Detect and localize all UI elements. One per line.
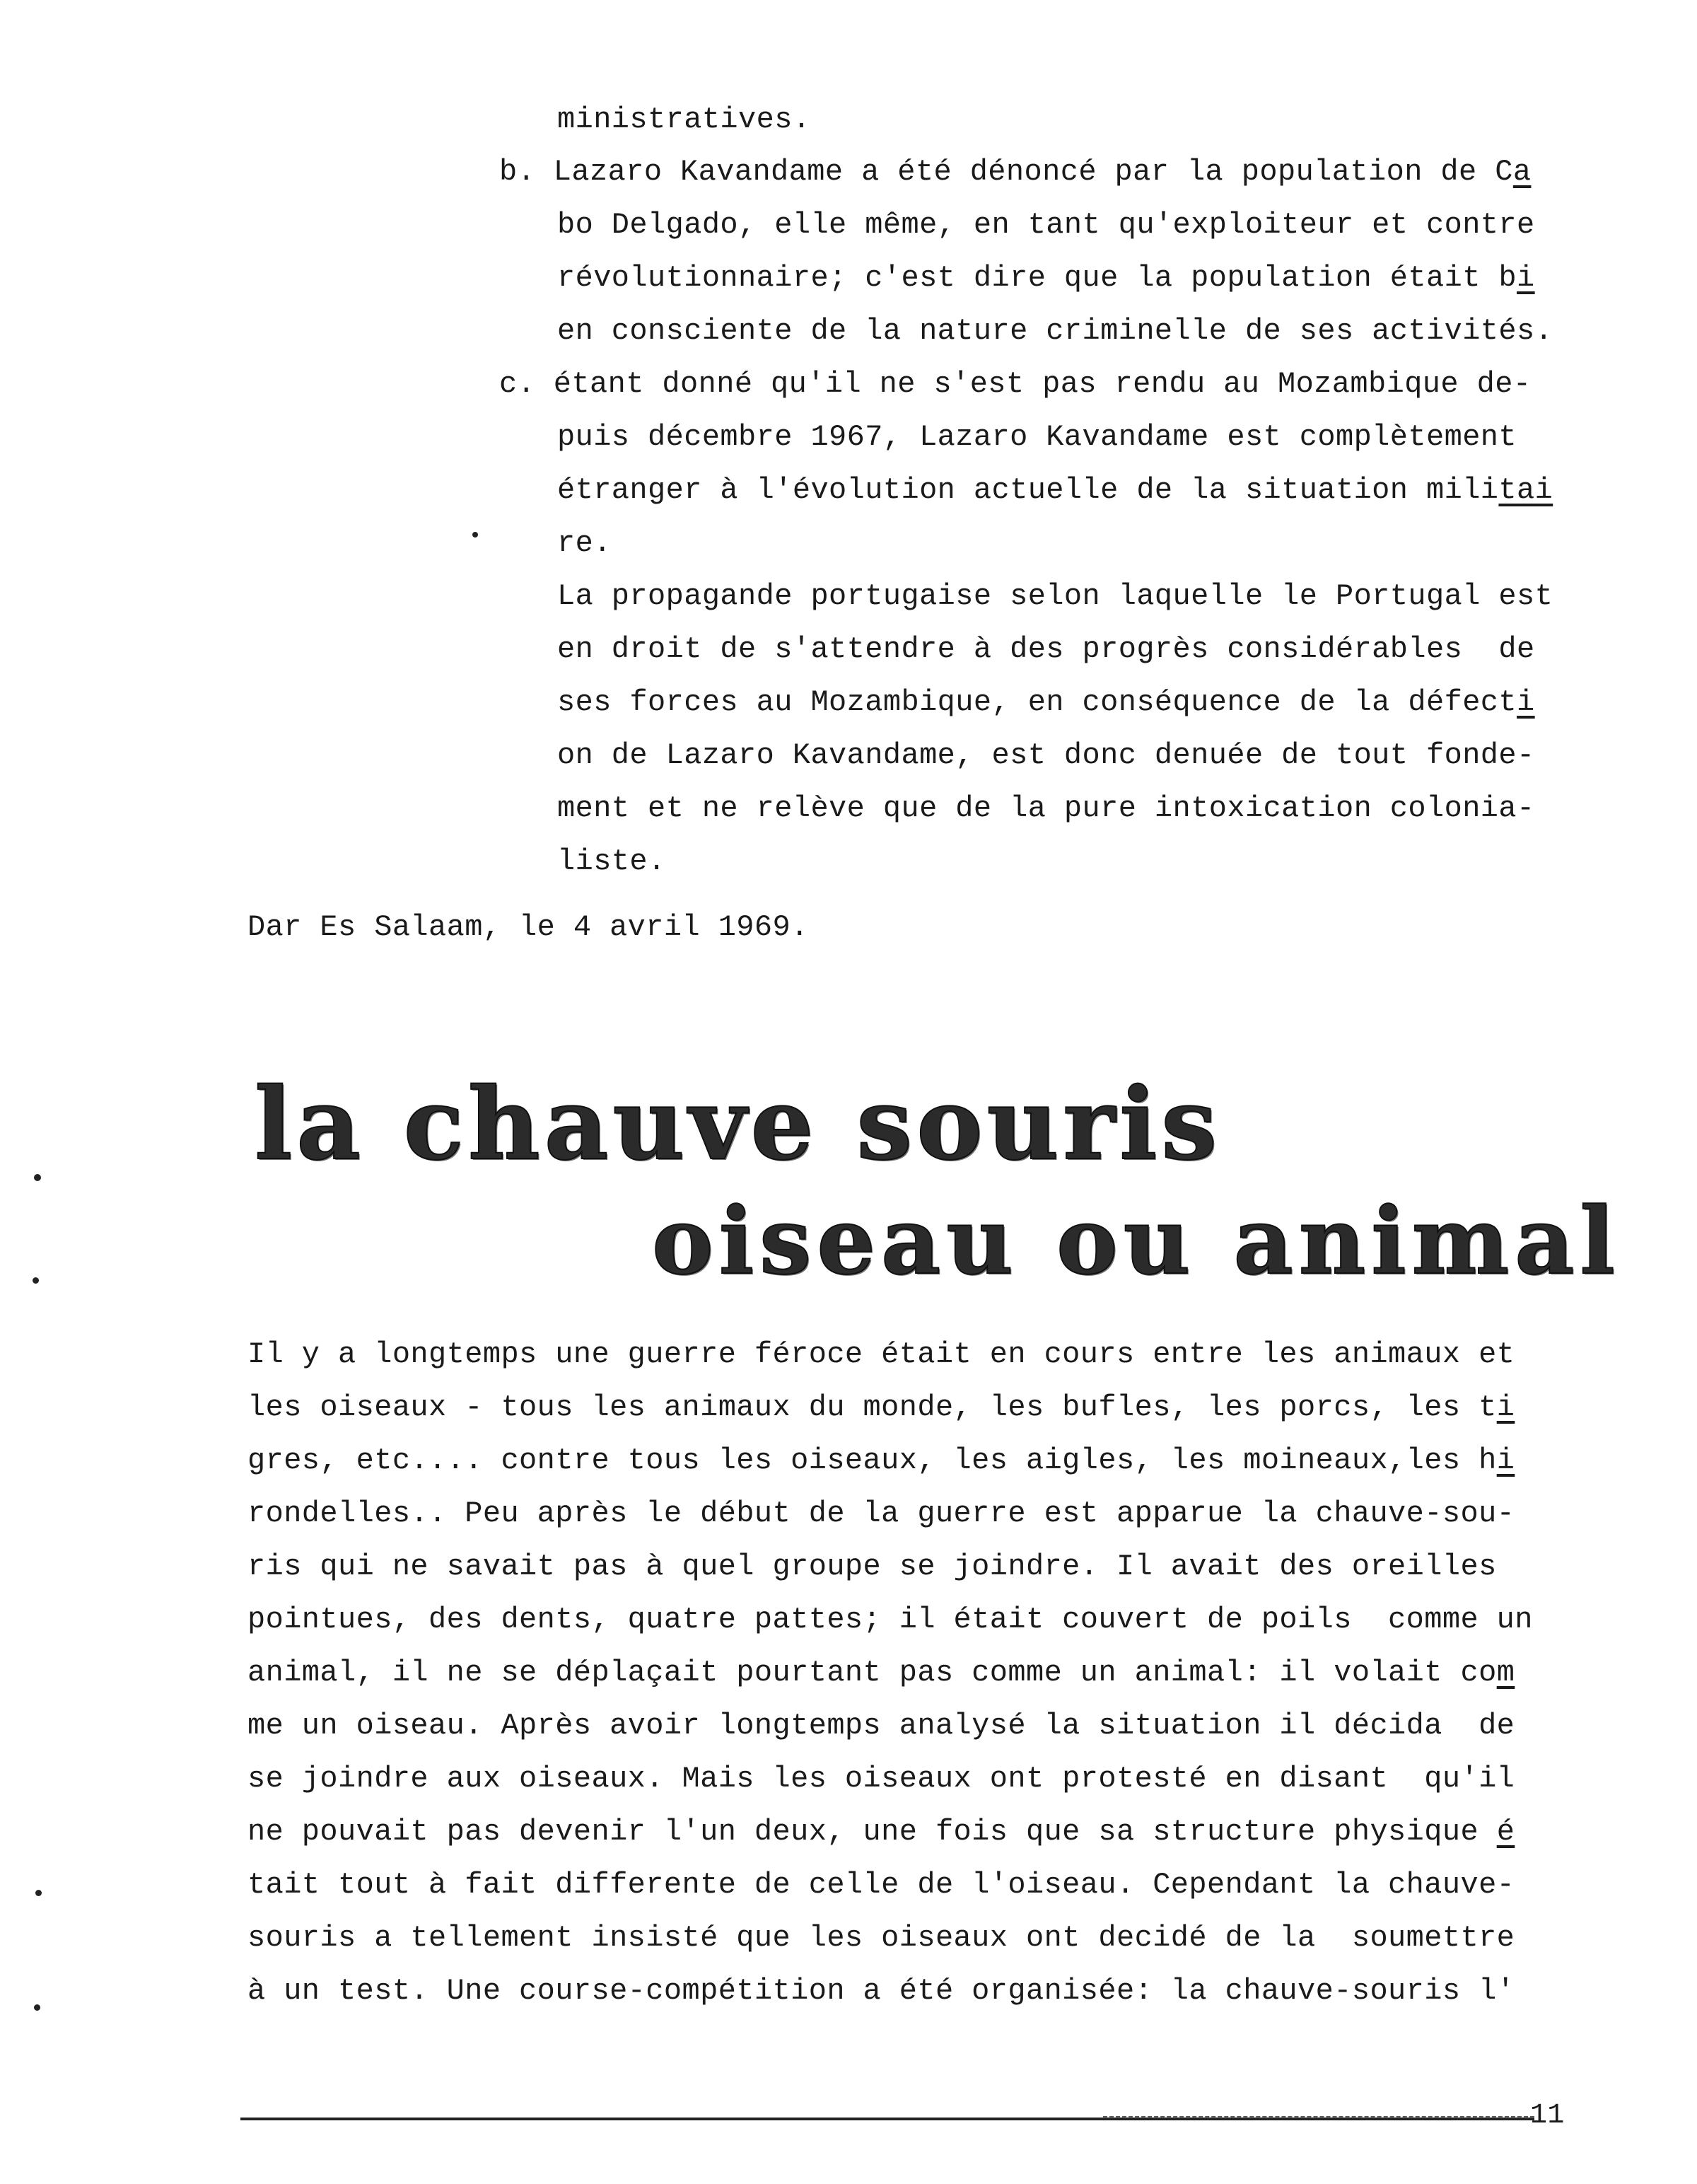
text-line: se joindre aux oiseaux. Mais les oiseaux ont protesté en disant qu'il: [247, 1762, 1515, 1796]
scan-speck: [34, 2004, 40, 2011]
text-line: ses forces au Mozambique, en conséquence de la défecti: [557, 685, 1535, 719]
scan-speck: [35, 1890, 42, 1896]
text-line: les oiseaux - tous les animaux du monde, les bufles, les porcs, les ti: [247, 1390, 1515, 1424]
text-line: puis décembre 1967, Lazaro Kavandame est complètement: [557, 420, 1517, 454]
text-line: tait tout à fait differente de celle de l'oiseau. Cependant la chauve-: [247, 1868, 1515, 1902]
text-line: bo Delgado, elle même, en tant qu'exploiteur et contre: [557, 208, 1535, 242]
text-line: à un test. Une course-compétition a été organisée: la chauve-souris l': [247, 1974, 1515, 2008]
scan-speck: [34, 1174, 41, 1181]
list-item-b: b. Lazaro Kavandame a été dénoncé par la population de Ca: [499, 155, 1532, 189]
text-line: en consciente de la nature criminelle de ses activités.: [557, 314, 1553, 348]
text-line: ment et ne relève que de la pure intoxication colonia-: [557, 791, 1535, 825]
article-subtitle: oiseau ou animal: [652, 1187, 1621, 1295]
signoff: Dar Es Salaam, le 4 avril 1969.: [247, 910, 809, 944]
scan-speck: [33, 1277, 39, 1284]
text-line: souris a tellement insisté que les oiseaux ont decidé de la soumettre: [247, 1921, 1515, 1955]
text-line: La propagande portugaise selon laquelle le Portugal est: [557, 579, 1553, 613]
text-line: pointues, des dents, quatre pattes; il était couvert de poils comme un: [247, 1603, 1533, 1637]
text-line: ministratives.: [557, 103, 811, 136]
article-title: la chauve souris: [255, 1067, 1222, 1183]
text-line: étranger à l'évolution actuelle de la situation militai: [557, 473, 1553, 507]
footer-rule-dashed: [1103, 2116, 1534, 2118]
text-line: re.: [557, 526, 612, 560]
page-number: 11: [1530, 2100, 1565, 2132]
text-line: gres, etc.... contre tous les oiseaux, les aigles, les moineaux,les hi: [247, 1444, 1515, 1477]
text-line: animal, il ne se déplaçait pourtant pas comme un animal: il volait com: [247, 1656, 1515, 1690]
text-line: ne pouvait pas devenir l'un deux, une fois que sa structure physique é: [247, 1815, 1515, 1849]
text-line: on de Lazaro Kavandame, est donc denuée de tout fonde-: [557, 738, 1535, 772]
text-line: en droit de s'attendre à des progrès considérables de: [557, 632, 1535, 666]
text-line: rondelles.. Peu après le début de la guerre est apparue la chauve-sou-: [247, 1497, 1515, 1530]
text-line: Il y a longtemps une guerre féroce était en cours entre les animaux et: [247, 1337, 1515, 1371]
list-item-c: c. étant donné qu'il ne s'est pas rendu au Mozambique de-: [499, 367, 1532, 401]
text-line: me un oiseau. Après avoir longtemps analysé la situation il décida de: [247, 1709, 1515, 1743]
text-line: liste.: [557, 844, 666, 878]
text-line: révolutionnaire; c'est dire que la population était bi: [557, 261, 1535, 295]
scan-speck: [472, 532, 478, 538]
text-line: ris qui ne savait pas à quel groupe se joindre. Il avait des oreilles: [247, 1550, 1497, 1584]
